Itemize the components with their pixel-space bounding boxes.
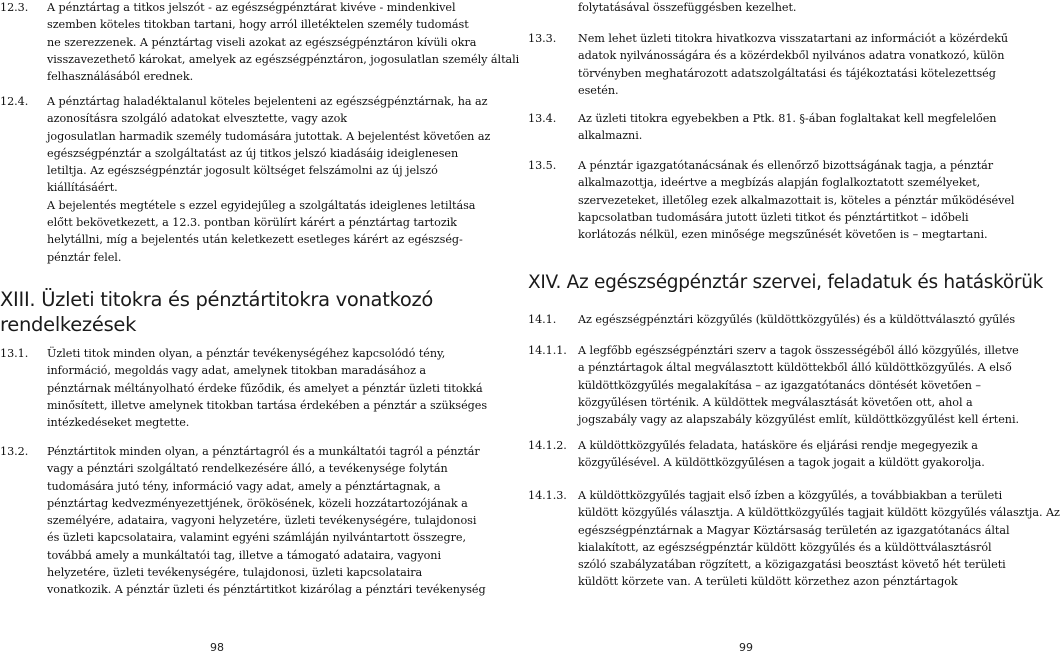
paragraph-number: 14.1.3. xyxy=(528,489,567,502)
paragraph-text: Az üzleti titokra egyebekben a Ptk. 81. §-ában foglaltakat kell megfelelően alkalmazni. xyxy=(578,112,997,143)
paragraph-13-2 xyxy=(0,443,486,603)
page-number: 98 xyxy=(210,641,224,654)
paragraph-text: A pénztártag a titkos jelszót - az egészségpénztárat kivéve - mindenkivel szemben köteles titokban tartani, hogy arról illetéktelen személy tudomást ne szerezzenek. A pénztártag viseli azokat az egészségpénztáron kívüli okra visszavezethető károkat, amelyek az egészségpénztáron, jogosulatlan személy általi felhasználásából erednek. xyxy=(47,1,520,84)
paragraph-text: A küldöttközgyűlés feladata, hatásköre és eljárási rendje megegyezik a közgyűlésével. A küldöttközgyűlésen a tagok jogait a küldött gyakorolja. xyxy=(578,439,985,470)
paragraph-number: 13.2. xyxy=(0,445,29,458)
paragraph-number: 13.5. xyxy=(528,159,557,172)
paragraph-12-3 xyxy=(0,0,520,89)
paragraph-number: 13.3. xyxy=(528,32,557,45)
paragraph-number: 14.1.2. xyxy=(528,439,567,452)
paragraph-text: Pénztártitok minden olyan, a pénztártagról és a munkáltatói tagról a pénztár vagy a pénztári szolgáltató rendelkezésére álló, a tevékenysége folytán tudomására jutó tény, információ vagy adat, amely a pénztártagnak, a pénztártag kedvezményezettjének, örökösének, közeli hozzátartozójának a személyére, adataira, vagyoni helyzetére, üzleti tevékenységére, tulajdonosi és üzleti kapcsolataira, valamint egyéni számláján nyilvántartott összegre, továbbá amely a munkáltatói tag, illetve a támogató adataira, vagyoni helyzetére, üzleti tevékenységére, tulajdonosi, üzleti kapcsolataira vonatkozik. A pénztár üzleti és pénztártitkot kizárólag a pénztári tevékenység xyxy=(47,445,486,597)
paragraph-14-1-2 xyxy=(528,437,985,473)
paragraph-14-1-1 xyxy=(528,342,1019,432)
paragraph-text: A pénztártag haladéktalanul köteles bejelenteni az egészségpénztárnak, ha az azonosításra szolgáló adatokat elvesztette, vagy azok jogosulatlan harmadik személy tudomására jutottak. A bejelentést követően az egészségpénztár a szolgáltatást az új titkos jelszó kiadásáig ideiglenesen letiltja. Az egészségpénztár jogosult költséget felszámolni az új jelszó kiállításáért. A bejelentés megtétele s ezzel egyidejűleg a szolgáltatás ideiglenes letiltása előtt bekövetkezett, a 12.3. pontban körülírt kárért a pénztártag tartozik helytállni, míg a bejelentés után keletkezett esetleges kárért az egészség- pénztár felel. xyxy=(47,95,491,264)
paragraph-13-4 xyxy=(528,110,997,146)
paragraph-12-4 xyxy=(0,93,491,268)
paragraph-text: A legfőbb egészségpénztári szerv a tagok összességéből álló közgyűlés, illetve a pénztártagok által megválasztott küldöttekből álló küldöttközgyűlés. A első küldöttközgyűlés megalakítása – az igazgatótanács döntését követően – közgyűlésen történik. A küldöttek megválasztását követően ott, ahol a jogszabály vagy az alapszabály közgyűlést említ, küldöttközgyűlést kell érteni. xyxy=(578,344,1019,427)
paragraph-number: 14.1.1. xyxy=(528,344,567,357)
paragraph-text: A pénztár igazgatótanácsának és ellenőrző bizottságának tagja, a pénztár alkalmazottja, ideértve a megbízás alapján foglalkoztatott személyeket, szervezeteket, illetőleg ezek alkalmazottait is, köteles a pénztár működésével kapcsolatban tudomására jutott üzleti titkot és pénztártitkot – időbeli korlátozás nélkül, ezen minősége megszűnését követően is – megtartani. xyxy=(578,159,1015,242)
paragraph-13-1 xyxy=(0,345,488,435)
paragraph-number: 12.4. xyxy=(0,95,29,108)
paragraph-14-1-3 xyxy=(528,487,1060,612)
paragraph-text: Nem lehet üzleti titokra hivatkozva visszatartani az információt a közérdekű adatok nyilvánosságára és a közérdekből nyilvános adatra vonatkozó, külön törvényben meghatározott adatszolgáltatási és tájékoztatási kötelezettség esetén. xyxy=(578,32,1009,97)
paragraph-number: 13.4. xyxy=(528,112,557,125)
paragraph-number: 13.1. xyxy=(0,347,29,360)
paragraph-13-3 xyxy=(528,30,1009,102)
paragraph-13-5 xyxy=(528,157,1015,247)
paragraph-text: A küldöttközgyűlés tagjait első ízben a közgyűlés, a továbbiakban a területi küldött közgyűlés választja. A küldöttközgyűlés tagjait küldött közgyűlés választja. Az egészségpénztárnak a Magyar Köztársaság területén az igazgatótanács által kialakított, az egészségpénztár küldött közgyűlés és a küldöttválasztásról szóló szabályzatában rögzített, a közigazgatási beosztást követő hét területi küldött körzete van. A területi küldött körzethez azon pénztártagok xyxy=(578,489,1060,589)
left-page xyxy=(0,0,520,654)
paragraph-text: Az egészségpénztári közgyűlés (küldöttközgyűlés) és a küldöttválasztó gyűlés xyxy=(578,313,1016,326)
right-page xyxy=(480,0,1060,654)
paragraph-14-1 xyxy=(528,311,1016,329)
paragraph-text: Üzleti titok minden olyan, a pénztár tevékenységéhez kapcsolódó tény, információ, megoldás vagy adat, amelynek titokban maradásához a pénztárnak méltányolható érdeke fűződik, és amelyet a pénztár üzleti titokká minősített, illetve amelynek titokban tartása érdekében a pénztár a szükséges intézkedéseket megtette. xyxy=(47,347,488,430)
continuation-line: folytatásával összefüggésben kezelhet. xyxy=(578,1,797,14)
page-number: 99 xyxy=(739,641,753,654)
paragraph-number: 14.1. xyxy=(528,313,557,326)
paragraph-number: 12.3. xyxy=(0,1,29,14)
section-heading-xiv: XIV. Az egészségpénztár szervei, feladatuk és hatáskörük xyxy=(528,272,1044,293)
section-heading-xiii: XIII. Üzleti titokra és pénztártitokra vonatkozó rendelkezések xyxy=(0,288,434,336)
